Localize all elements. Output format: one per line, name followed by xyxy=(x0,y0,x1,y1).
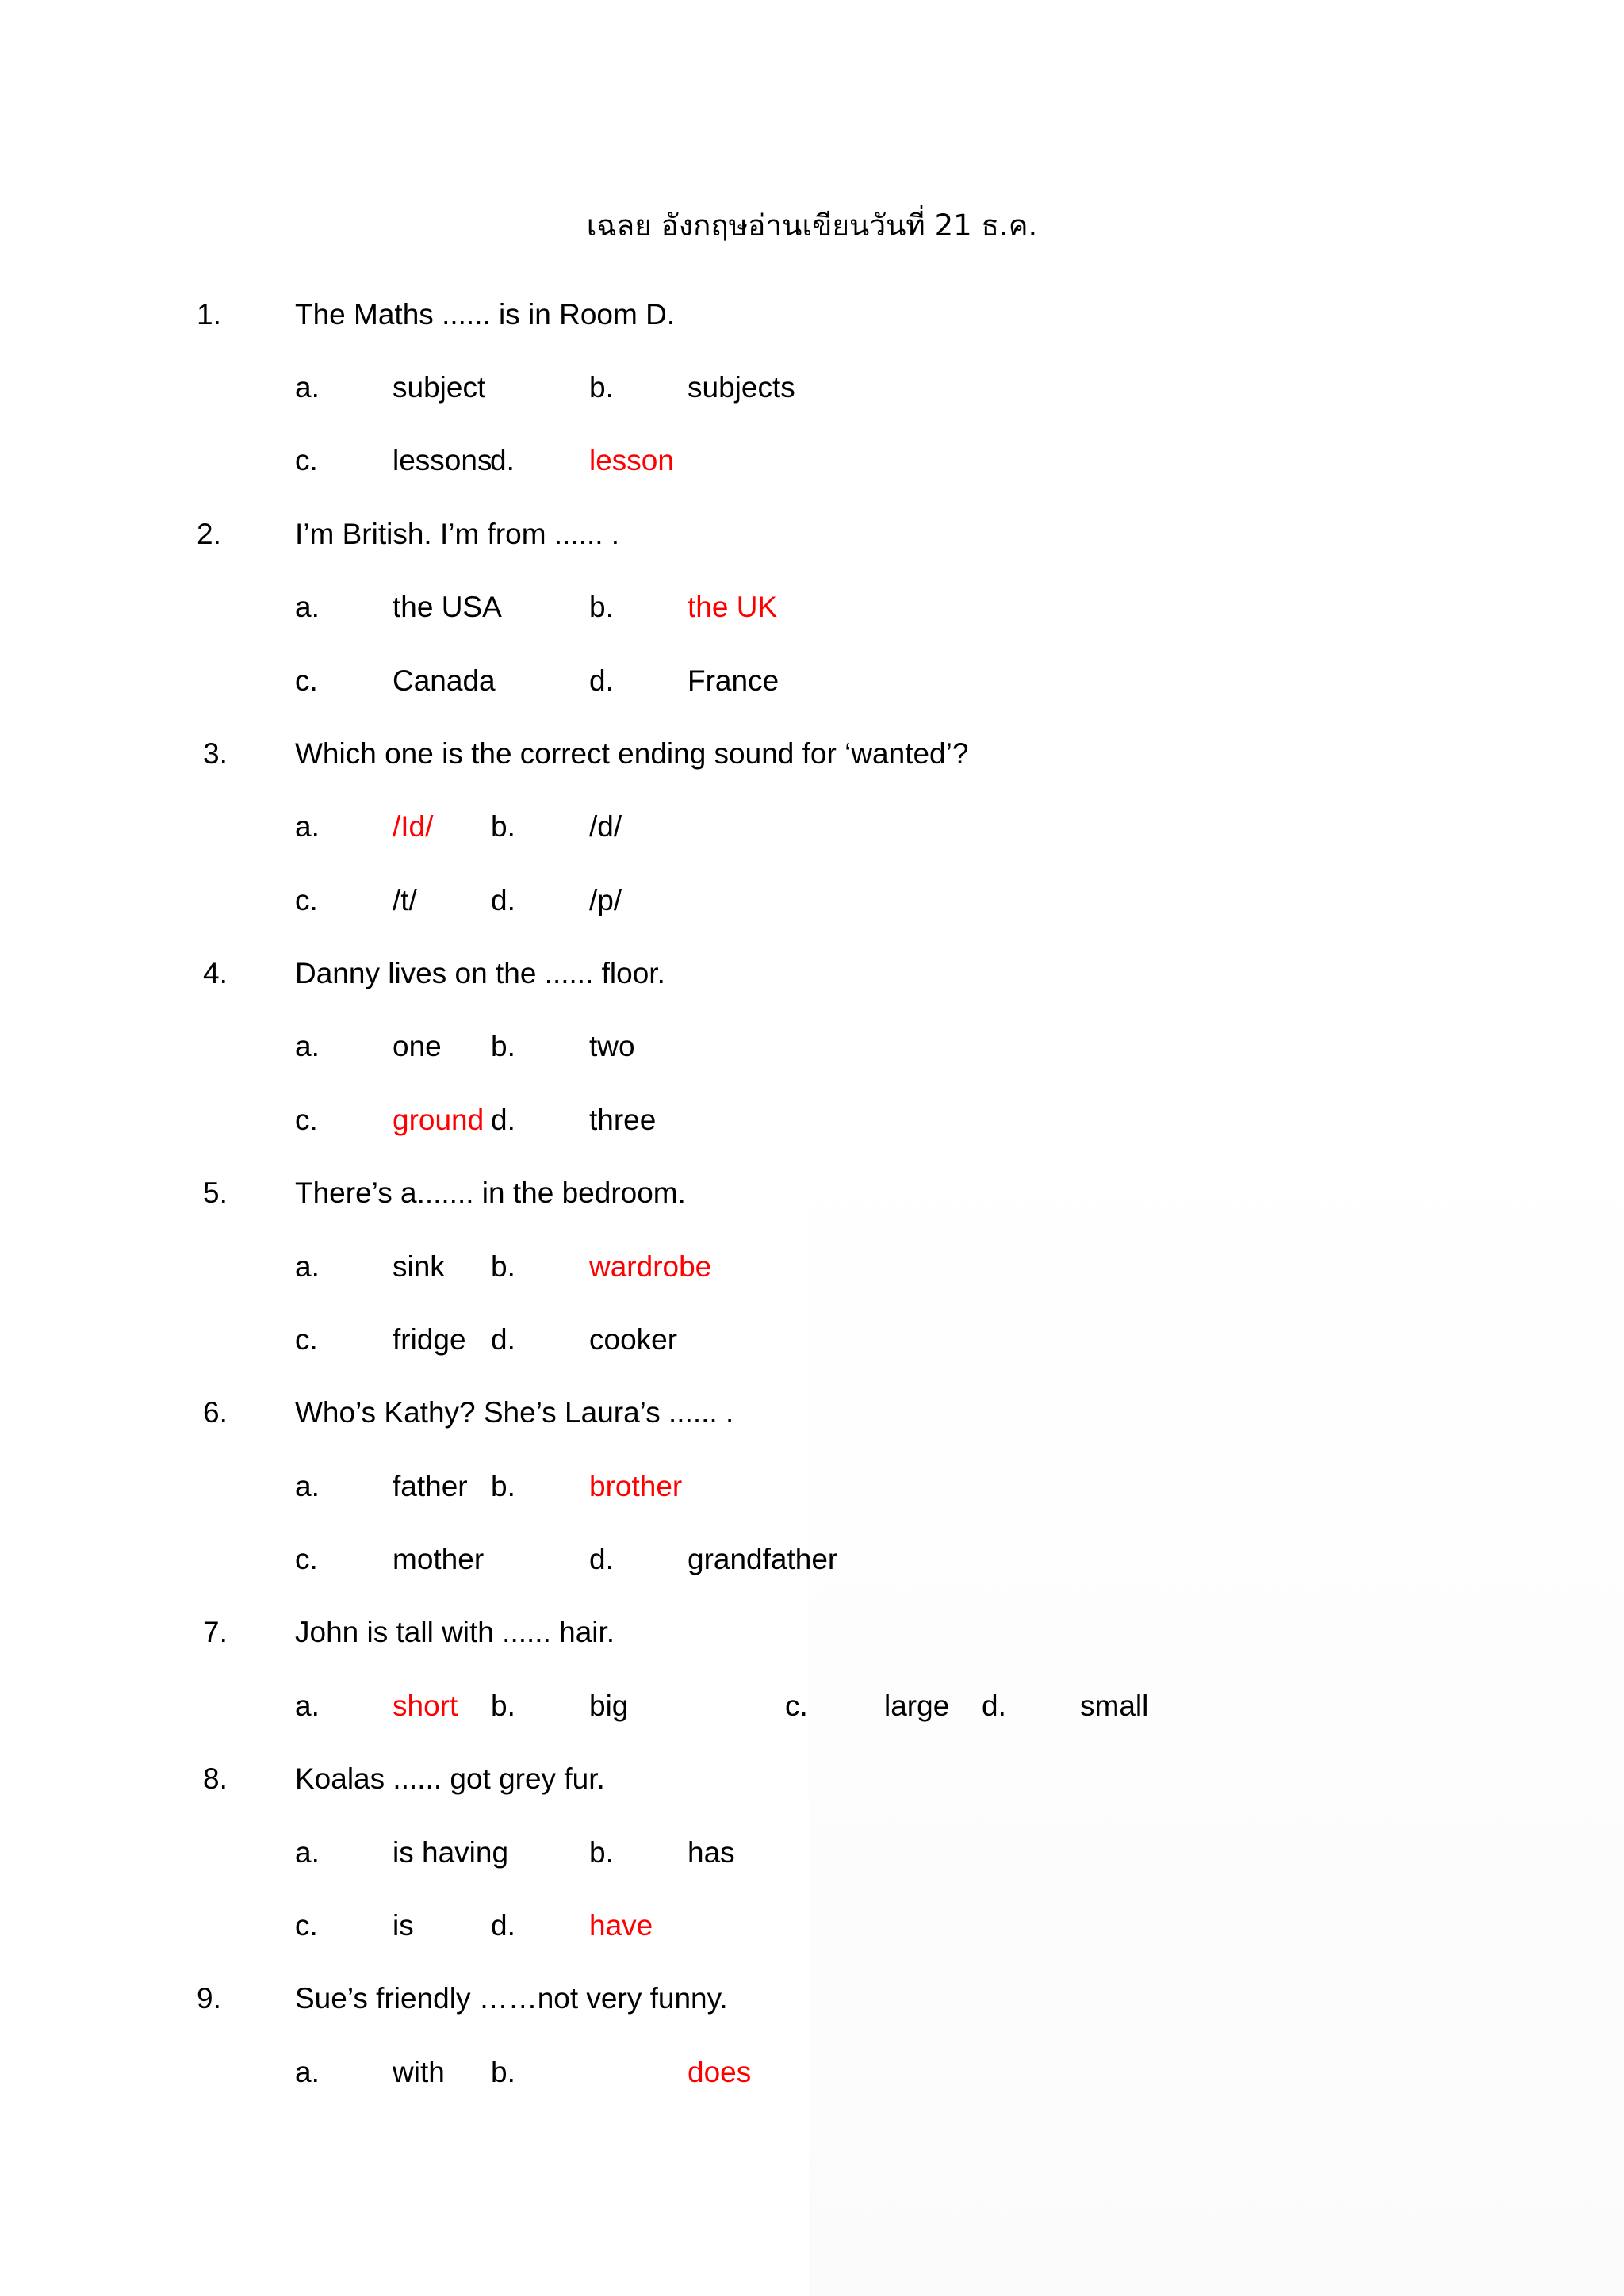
question-number: 3. xyxy=(203,737,228,770)
option-a-text-answer: /Id/ xyxy=(393,810,434,843)
option-c-text: fridge xyxy=(393,1323,466,1356)
page-title: เฉลย อังกฤษอ่านเขียนวันที่ 21 ธ.ค. xyxy=(586,209,1038,243)
question-number: 8. xyxy=(203,1762,228,1795)
question-text: There’s a....... in the bedroom. xyxy=(295,1177,686,1209)
option-c-letter: c. xyxy=(295,1543,318,1575)
option-a-text: subject xyxy=(393,371,486,404)
option-d-letter: d. xyxy=(491,1104,515,1136)
question-number: 9. xyxy=(197,1982,221,2015)
option-d-text: France xyxy=(688,664,779,697)
question-number: 1. xyxy=(197,298,221,331)
option-d-letter: d. xyxy=(491,1323,515,1356)
option-b-letter: b. xyxy=(589,1836,614,1869)
question-number: 5. xyxy=(203,1177,228,1209)
option-c-letter: c. xyxy=(295,1909,318,1942)
option-b-letter: b. xyxy=(491,1250,515,1283)
option-b-text-answer: brother xyxy=(589,1470,683,1502)
option-d-text: grandfather xyxy=(688,1543,838,1575)
option-b-text: subjects xyxy=(688,371,795,404)
option-a-text: with xyxy=(393,2056,445,2088)
option-a-text: the USA xyxy=(393,591,502,623)
option-c-letter: c. xyxy=(295,664,318,697)
option-b-text: big xyxy=(589,1689,629,1722)
option-c-letter: c. xyxy=(295,1323,318,1356)
option-b-text-answer: does xyxy=(688,2056,752,2088)
option-a-letter: a. xyxy=(295,1470,320,1502)
option-c-letter: c. xyxy=(295,1104,318,1136)
option-d-letter: d. xyxy=(982,1689,1006,1722)
question-text: Which one is the correct ending sound for ‘wanted’? xyxy=(295,737,969,770)
option-b-letter: b. xyxy=(491,1689,515,1722)
option-b-letter: b. xyxy=(491,810,515,843)
option-c-letter: c. xyxy=(295,884,318,916)
option-c-text: is xyxy=(393,1909,414,1942)
option-b-text: two xyxy=(589,1030,635,1062)
option-b-text: has xyxy=(688,1836,735,1869)
question-number: 2. xyxy=(197,518,221,550)
option-a-text: is having xyxy=(393,1836,509,1869)
option-d-text: /p/ xyxy=(589,884,622,916)
option-c-text: mother xyxy=(393,1543,485,1575)
option-c-letter: c. xyxy=(295,444,318,476)
option-b-letter: b. xyxy=(491,2056,515,2088)
option-c-text: large xyxy=(884,1689,950,1722)
question-number: 6. xyxy=(203,1396,228,1429)
option-d-letter: d. xyxy=(589,664,614,697)
option-d-text: three xyxy=(589,1104,657,1136)
option-a-text: one xyxy=(393,1030,442,1062)
option-b-letter: b. xyxy=(589,591,614,623)
option-c-text: /t/ xyxy=(393,884,417,916)
question-text: Who’s Kathy? She’s Laura’s ...... . xyxy=(295,1396,734,1429)
question-text: Sue’s friendly ……not very funny. xyxy=(295,1982,728,2015)
option-a-letter: a. xyxy=(295,2056,320,2088)
option-b-letter: b. xyxy=(491,1030,515,1062)
option-a-text: father xyxy=(393,1470,468,1502)
option-b-letter: b. xyxy=(491,1470,515,1502)
option-d-letter: d. xyxy=(491,884,515,916)
option-d-text-answer: have xyxy=(589,1909,653,1942)
option-b-letter: b. xyxy=(589,371,614,404)
option-a-letter: a. xyxy=(295,591,320,623)
option-a-letter: a. xyxy=(295,1030,320,1062)
option-c-letter: c. xyxy=(785,1689,808,1722)
question-number: 4. xyxy=(203,957,228,989)
option-a-letter: a. xyxy=(295,1250,320,1283)
option-a-text-answer: short xyxy=(393,1689,458,1722)
option-b-text-answer: wardrobe xyxy=(589,1250,712,1283)
option-c-text: lessons xyxy=(393,444,492,476)
option-d-letter: d. xyxy=(490,444,515,476)
option-d-letter: d. xyxy=(491,1909,515,1942)
question-text: John is tall with ...... hair. xyxy=(295,1616,615,1648)
option-a-text: sink xyxy=(393,1250,445,1283)
question-text: I’m British. I’m from ...... . xyxy=(295,518,620,550)
option-a-letter: a. xyxy=(295,1689,320,1722)
option-a-letter: a. xyxy=(295,810,320,843)
question-text: The Maths ...... is in Room D. xyxy=(295,298,676,331)
question-text: Koalas ...... got grey fur. xyxy=(295,1762,605,1795)
option-c-text-answer: ground xyxy=(393,1104,485,1136)
option-d-text: cooker xyxy=(589,1323,678,1356)
option-a-letter: a. xyxy=(295,1836,320,1869)
option-b-text-answer: the UK xyxy=(688,591,778,623)
option-a-letter: a. xyxy=(295,371,320,404)
option-c-text: Canada xyxy=(393,664,496,697)
option-d-text-answer: lesson xyxy=(589,444,674,476)
option-d-text: small xyxy=(1080,1689,1149,1722)
option-d-letter: d. xyxy=(589,1543,614,1575)
question-text: Danny lives on the ...... floor. xyxy=(295,957,665,989)
question-number: 7. xyxy=(203,1616,228,1648)
option-b-text: /d/ xyxy=(589,810,622,843)
